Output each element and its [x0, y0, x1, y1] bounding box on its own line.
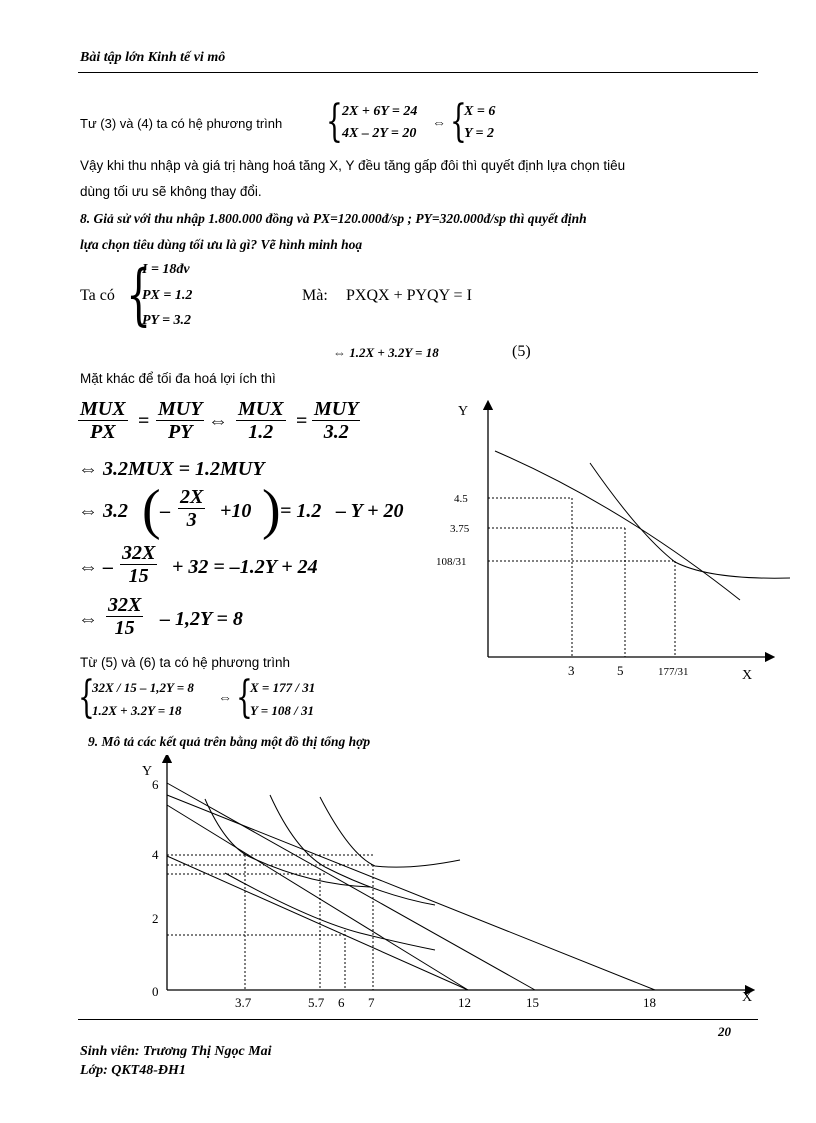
frac-den: 3.2 — [323, 421, 349, 443]
op-equiv-1: ⇔ — [208, 410, 228, 432]
chart2-xtick-18: 18 — [643, 995, 656, 1010]
chart2-ytick-6: 6 — [152, 777, 159, 792]
budget-equation: PXQX + PYQY = I — [346, 287, 472, 304]
step3-part-a: ⇔ 3.2 — [78, 500, 128, 522]
given-py: PY = 3.2 — [142, 313, 192, 328]
chart2-xtick-12: 12 — [458, 995, 471, 1010]
chart1-ytick-1: 4.5 — [454, 493, 468, 505]
step4-equiv: ⇔ – — [78, 556, 113, 578]
system2-equiv: ⇔ — [218, 691, 232, 706]
frac-den: PX — [90, 421, 116, 443]
chart1-ytick-3: 108/31 — [436, 556, 467, 568]
chart2-xtick-3-7: 3.7 — [235, 995, 252, 1010]
frac-num: MUY — [158, 398, 203, 420]
system2-right-eq2: Y = 108 / 31 — [250, 703, 314, 718]
system-left-eq2: 4X – 2Y = 20 — [342, 126, 417, 141]
ta-co-label: Ta có — [80, 287, 115, 304]
chart2-budget-line-3 — [167, 783, 535, 990]
system-right-eq1: X = 6 — [464, 104, 496, 119]
system2-left-eq1: 32X / 15 – 1,2Y = 8 — [92, 680, 194, 695]
step3-part-b: +10 — [220, 500, 252, 522]
ma-label: Mà: — [302, 287, 328, 304]
frac-den: 15 — [114, 617, 135, 639]
chart2-indifference-curve-3 — [320, 797, 460, 867]
frac-mux-px — [78, 398, 128, 443]
system2-left-eq2: 1.2X + 3.2Y = 18 — [92, 703, 182, 718]
step3-frac — [178, 486, 205, 531]
system2-right-eq1: X = 177 / 31 — [250, 680, 316, 695]
step2-equation: ⇔ 3.2MUX = 1.2MUY — [78, 458, 265, 480]
system-brace-left: { — [326, 96, 343, 147]
chart1-y-label: Y — [458, 404, 469, 419]
step3-part-d: – Y + 20 — [336, 500, 404, 522]
chart2-indifference-curve-4 — [225, 873, 435, 950]
given-px: PX = 1.2 — [142, 288, 193, 303]
chart2-xtick-7: 7 — [368, 995, 375, 1010]
system-brace-right: { — [450, 96, 467, 147]
chart2-y-label: Y — [142, 764, 153, 779]
step4-frac — [120, 542, 157, 587]
chart1-xtick-2: 5 — [617, 663, 624, 678]
chart2-indifference-curve-2 — [270, 795, 435, 905]
frac-den: 3 — [186, 509, 197, 531]
frac-mux-12 — [236, 398, 286, 443]
conclusion-line1: Vậy khi thu nhập và giá trị hàng hoá tăng X, Y đều tăng gấp đôi thì quyết định lựa chọn tiêu — [80, 158, 626, 173]
chart2-ytick-0: 0 — [152, 984, 159, 999]
section9-heading: 9. Mô tả các kết quả trên bằng một đồ thị tổng hợp — [88, 734, 371, 749]
chart2-xtick-6: 6 — [338, 995, 345, 1010]
chart1-xtick-1: 3 — [568, 663, 575, 678]
chart2-x-label: X — [742, 990, 753, 1005]
frac-num: MUX — [238, 398, 284, 420]
frac-num: 32X — [108, 594, 142, 616]
chart-combined — [130, 755, 770, 1015]
section8-heading-line2: lựa chọn tiêu dùng tối ưu là gì? Vẽ hình minh hoạ — [80, 237, 363, 252]
page-number: 20 — [718, 1024, 731, 1039]
chart-optimum — [420, 395, 800, 695]
frac-muy-py — [156, 398, 204, 443]
step5-equiv: ⇔ — [78, 608, 98, 630]
tu56-text: Từ (5) và (6) ta có hệ phương trình — [80, 655, 291, 670]
step4-rest: + 32 = –1.2Y + 24 — [172, 556, 318, 578]
section7-intro: Tư (3) và (4) ta có hệ phương trình — [80, 116, 283, 131]
equation-5-number: (5) — [512, 343, 531, 360]
frac-den: PY — [168, 421, 193, 443]
system-left-eq1: 2X + 6Y = 24 — [342, 104, 418, 119]
frac-num: 32X — [122, 542, 156, 564]
step5-rest: – 1,2Y = 8 — [160, 608, 243, 630]
system-equiv: ⇔ — [432, 116, 446, 131]
chart1-xtick-3: 177/31 — [658, 666, 689, 678]
step3-part-c: = 1.2 — [280, 500, 322, 522]
section8-heading-line1: 8. Giả sử với thu nhập 1.800.000 đồng và PX=120.000đ/sp ; PY=320.000đ/sp thì quyết định — [80, 211, 587, 226]
equation-5: ⇔ 1.2X + 3.2Y = 18 — [333, 345, 439, 360]
step5-frac — [106, 594, 143, 639]
paren-open: ( — [142, 479, 161, 541]
frac-den: 1.2 — [248, 421, 274, 443]
frac-muy-32 — [312, 398, 360, 443]
header-rule — [78, 72, 758, 73]
chart2-budget-line-4 — [167, 795, 655, 990]
system2-brace-left: { — [78, 672, 95, 723]
chart2-budget-line-1 — [167, 856, 468, 990]
footer-class: Lớp: QKT48-ĐH1 — [80, 1063, 186, 1078]
frac-den: 15 — [128, 565, 149, 587]
page-header: Bài tập lớn Kinh tế vi mô — [80, 50, 226, 65]
frac-num: MUY — [314, 398, 359, 420]
givens-brace: { — [126, 256, 152, 333]
chart1-x-label: X — [742, 668, 753, 683]
given-income: I = 18đv — [142, 262, 190, 277]
paren-close: ) — [262, 479, 281, 541]
chart2-ytick-2: 2 — [152, 911, 159, 926]
system-right-eq2: Y = 2 — [464, 126, 495, 141]
footer-student: Sinh viên: Trương Thị Ngọc Mai — [80, 1044, 272, 1059]
frac-num: MUX — [80, 398, 126, 420]
chart2-xtick-5-7: 5.7 — [308, 995, 325, 1010]
minus-sign: – — [160, 500, 170, 522]
chart2-xtick-15: 15 — [526, 995, 539, 1010]
op-eq-2: = — [296, 410, 308, 432]
mat-khac-text: Mặt khác để tối đa hoá lợi ích thì — [80, 371, 276, 386]
footer-rule — [78, 1019, 758, 1020]
conclusion-line2: dùng tối ưu sẽ không thay đổi. — [80, 184, 262, 199]
chart2-ytick-4: 4 — [152, 847, 159, 862]
frac-num: 2X — [180, 486, 204, 508]
system2-brace-right: { — [236, 672, 253, 723]
chart1-budget-line — [495, 451, 740, 600]
op-eq-1: = — [138, 410, 150, 432]
chart1-ytick-2: 3.75 — [450, 523, 470, 535]
